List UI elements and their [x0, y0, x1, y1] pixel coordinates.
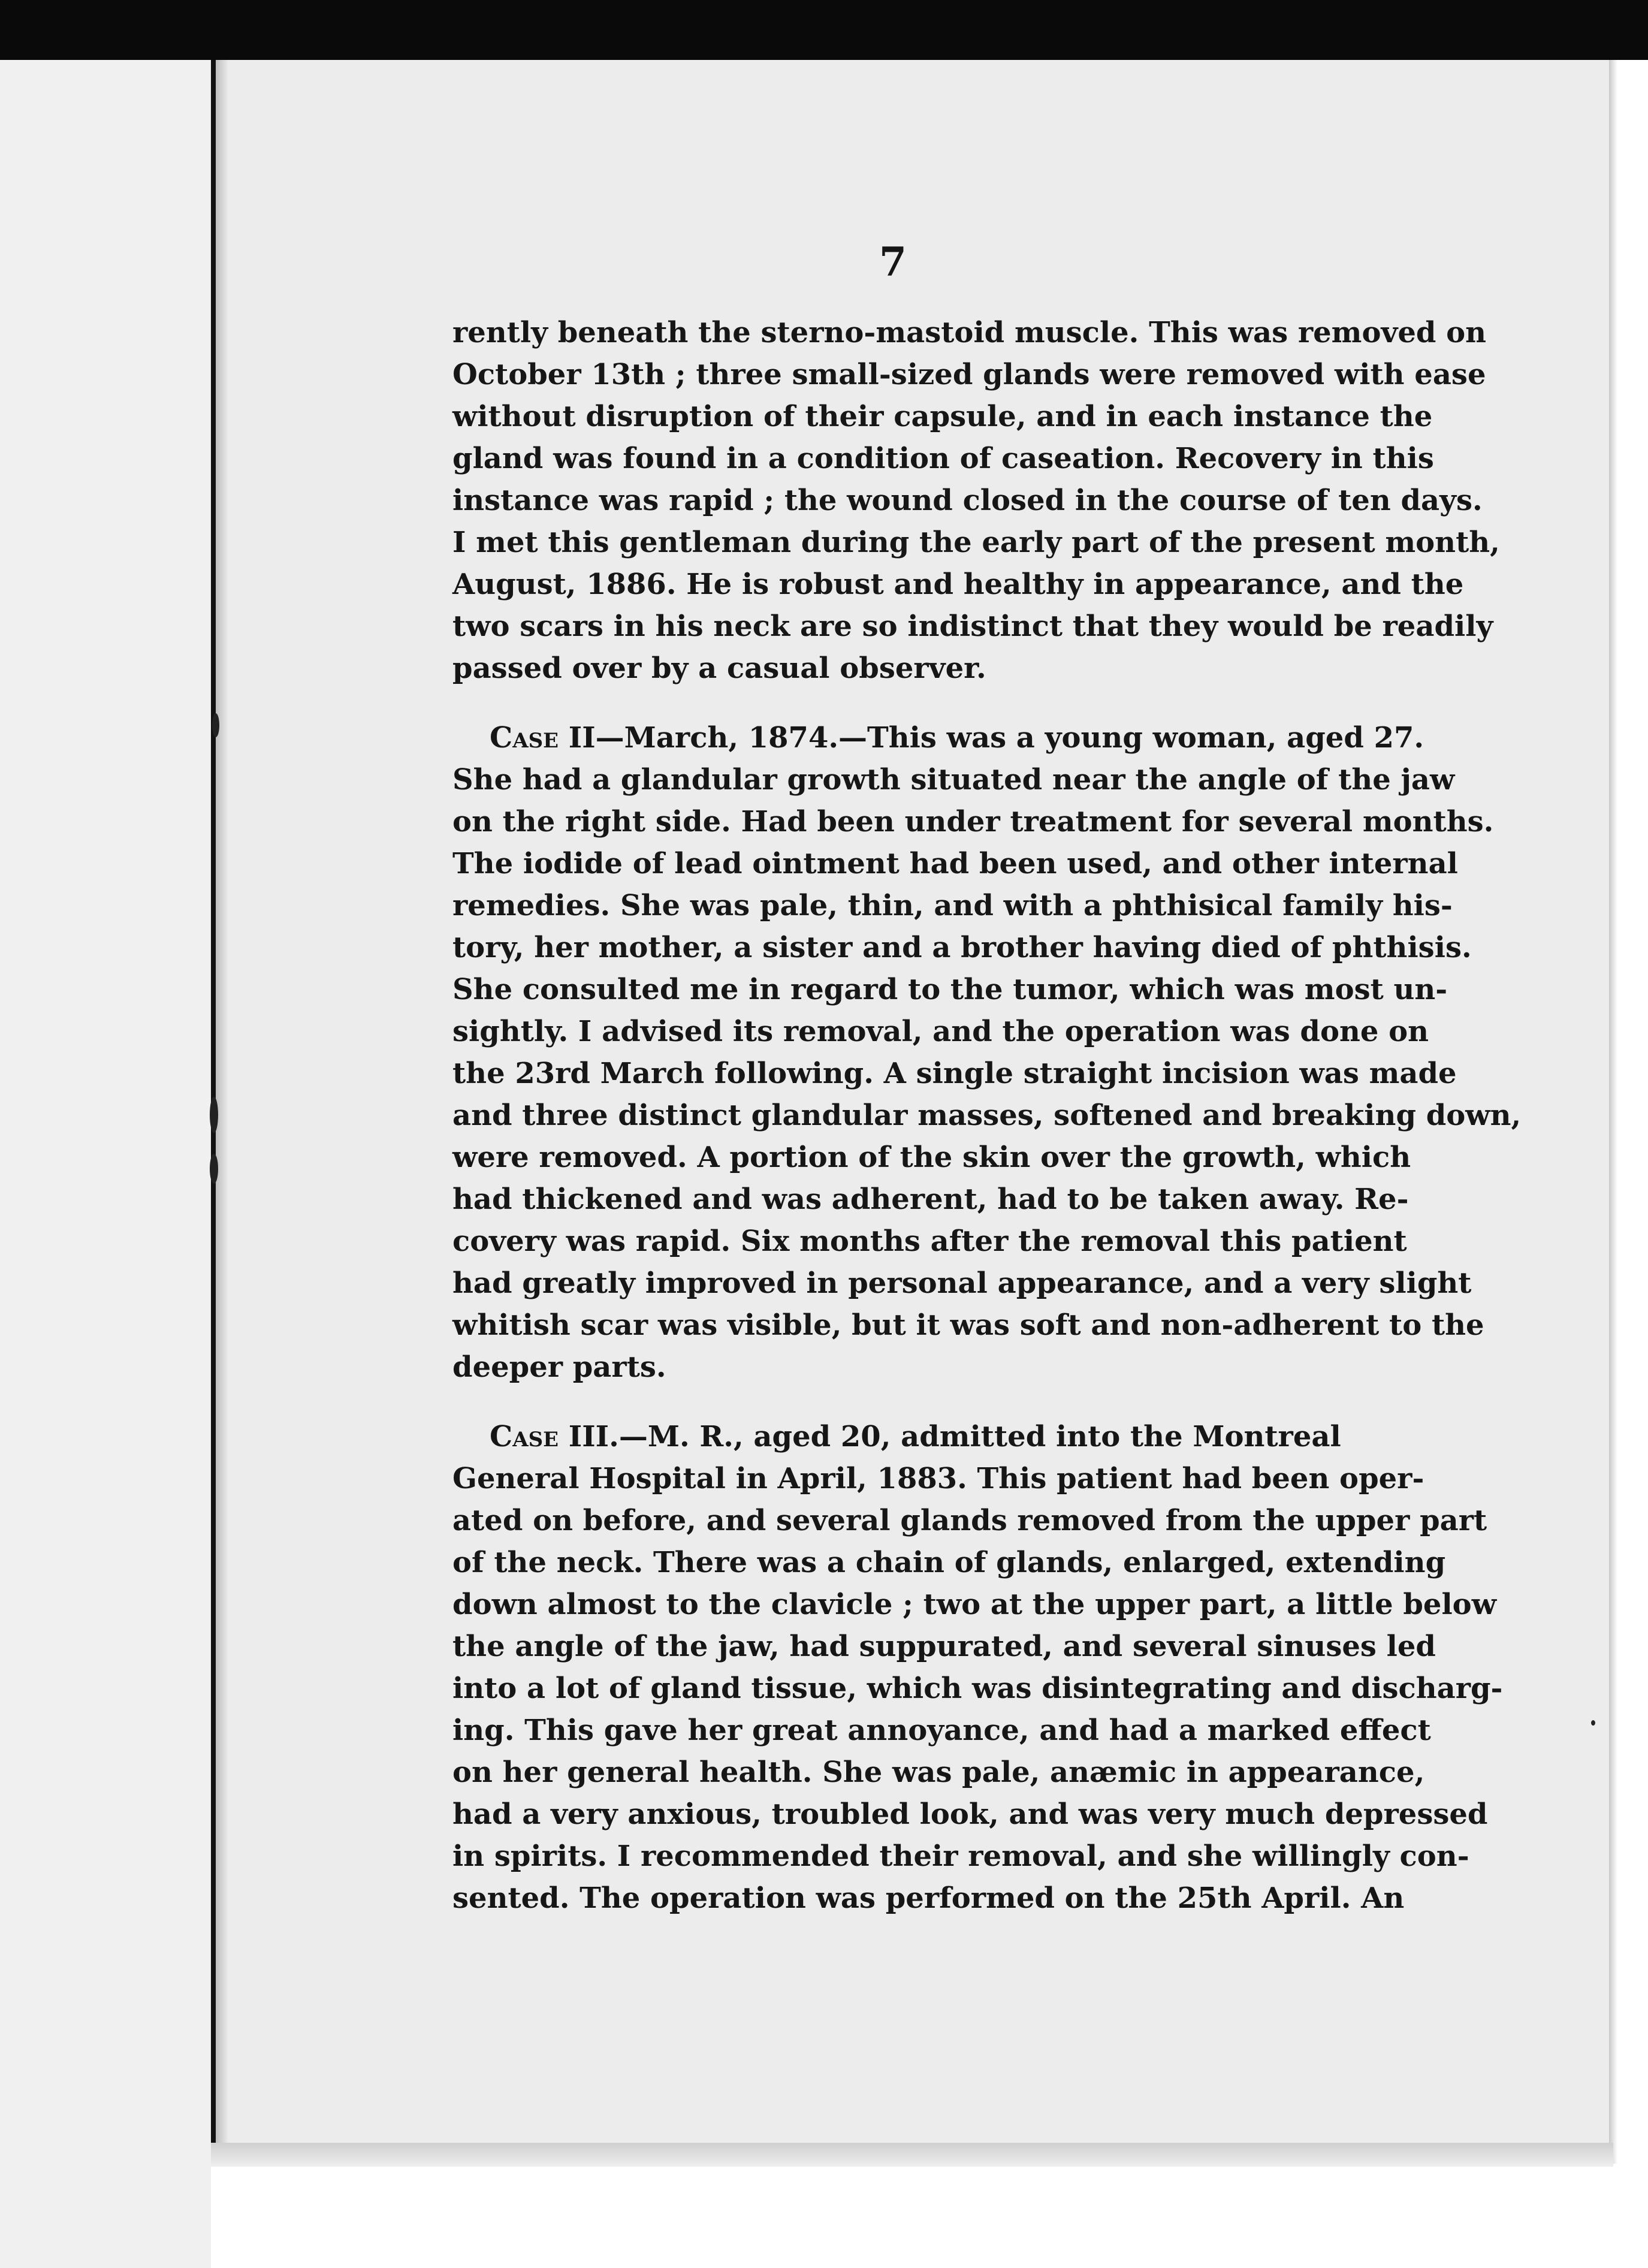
text-line: deeper parts.: [452, 1350, 666, 1384]
text-line: covery was rapid. Six months after the removal this patient: [452, 1225, 1407, 1258]
text-line: the 23rd March following. A single straight incision was made: [452, 1057, 1457, 1090]
page-number: 7: [879, 239, 907, 285]
text-line: had thickened and was adherent, had to be taken away. Re-: [452, 1183, 1409, 1216]
text-line: passed over by a casual observer.: [452, 652, 986, 685]
scan-speck: [210, 1154, 218, 1184]
case-heading-line: [452, 1416, 1341, 1458]
text-line: into a lot of gland tissue, which was disintegrating and discharg-: [452, 1672, 1503, 1705]
case-heading-text: III.—M. R., aged 20, admitted into the Montreal: [559, 1420, 1341, 1453]
text-line: two scars in his neck are so indistinct that they would be readily: [452, 610, 1493, 643]
text-line: had greatly improved in personal appearance, and a very slight: [452, 1266, 1472, 1300]
scan-speck: [210, 1097, 218, 1133]
text-line: of the neck. There was a chain of glands, enlarged, extending: [452, 1546, 1446, 1579]
paragraph-case-one-continued: [452, 312, 1500, 689]
case-label: Case: [490, 721, 559, 755]
text-line: The iodide of lead ointment had been used, and other internal: [452, 847, 1458, 880]
text-line: I met this gentleman during the early part of the present month,: [452, 526, 1500, 559]
text-line: instance was rapid ; the wound closed in the course of ten days.: [452, 484, 1483, 517]
paragraph-case-three: [452, 1416, 1503, 1919]
text-line: and three distinct glandular masses, softened and breaking down,: [452, 1099, 1522, 1132]
case-heading-text: II—March, 1874.—This was a young woman, aged 27.: [559, 721, 1424, 755]
case-heading-line: [452, 717, 1424, 759]
text-line: rently beneath the sterno-mastoid muscle. This was removed on: [452, 316, 1487, 349]
text-line: sented. The operation was performed on the 25th April. An: [452, 1881, 1405, 1915]
case-label: Case: [490, 1420, 559, 1453]
text-line: tory, her mother, a sister and a brother having died of phthisis.: [452, 931, 1472, 964]
text-line: General Hospital in April, 1883. This patient had been oper-: [452, 1462, 1424, 1495]
text-line: August, 1886. He is robust and healthy in appearance, and the: [452, 568, 1464, 601]
scan-background: [211, 2167, 1648, 2268]
text-line: in spirits. I recommended their removal, and she willingly con-: [452, 1839, 1469, 1873]
text-line: on the right side. Had been under treatment for several months.: [452, 805, 1494, 839]
text-line: She had a glandular growth situated near the angle of the jaw: [452, 763, 1455, 797]
scan-speck: [1591, 1720, 1595, 1726]
facing-page-edge: [0, 60, 211, 2268]
scan-border-top: [0, 0, 1648, 60]
text-line: October 13th ; three small-sized glands were removed with ease: [452, 358, 1486, 391]
text-line: without disruption of their capsule, and in each instance the: [452, 400, 1433, 433]
text-line: ing. This gave her great annoyance, and had a marked effect: [452, 1714, 1431, 1747]
text-line: on her general health. She was pale, anæmic in appearance,: [452, 1756, 1425, 1789]
text-line: She consulted me in regard to the tumor, which was most un-: [452, 973, 1448, 1006]
page-right-edge: [1609, 60, 1617, 2164]
text-line: gland was found in a condition of caseation. Recovery in this: [452, 442, 1434, 475]
gutter-shadow: [216, 60, 228, 2146]
text-line: ated on before, and several glands removed from the upper part: [452, 1504, 1487, 1537]
text-line: were removed. A portion of the skin over the growth, which: [452, 1141, 1411, 1174]
text-line: whitish scar was visible, but it was soft and non-adherent to the: [452, 1308, 1484, 1342]
text-line: the angle of the jaw, had suppurated, and several sinuses led: [452, 1630, 1436, 1663]
text-line: down almost to the clavicle ; two at the upper part, a little below: [452, 1588, 1497, 1621]
text-line: remedies. She was pale, thin, and with a phthisical family his-: [452, 889, 1453, 922]
body-text: [452, 312, 1522, 1919]
scan-speck: [212, 713, 219, 737]
paragraph-case-two: [452, 717, 1522, 1388]
page-bottom-edge: [211, 2143, 1613, 2167]
text-line: sightly. I advised its removal, and the operation was done on: [452, 1015, 1429, 1048]
text-line: had a very anxious, troubled look, and was very much depressed: [452, 1797, 1488, 1831]
